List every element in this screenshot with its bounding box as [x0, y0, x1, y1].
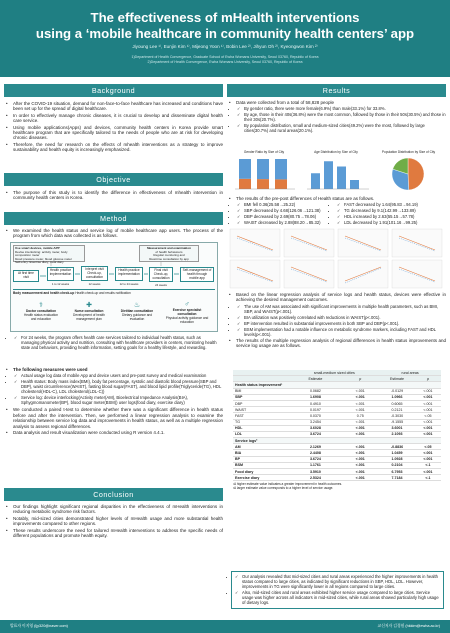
measure-item: ✓ • Service log: device interlocking(Activity meter(AM), Bioelectrical Impedance Analysis(BIA), Sphygmomanometer(BP), blood sugar meter(BSM)) user logs(food diary, exercise diary)	[14, 395, 223, 405]
final-item: ✓ • Our analysis revealed that mid-sized cities and rural areas experienced the higher improvements in health status compared to large cities, as indicated by significant reductions in SBP, HDL, LDL. However, improvements in TG were significantly lower in all regions compared to large cities.	[235, 574, 440, 589]
regression-intro-list	[227, 292, 446, 303]
flow-step-label: Health practice implementation	[118, 268, 140, 276]
background-heading: Background	[4, 84, 223, 97]
age-bar	[311, 173, 320, 189]
consult-desc: Dietary guidance and evaluation	[121, 313, 153, 321]
step-duration: 12 to 24 weeks	[119, 282, 139, 286]
table-row-label: AM	[233, 444, 290, 450]
table-row-label: Exercise diary	[233, 475, 290, 481]
pie-slice	[408, 158, 424, 190]
age-bar	[324, 161, 333, 189]
measurement-title: Measurement and examination	[147, 246, 191, 250]
objective-heading: Objective	[4, 173, 223, 186]
analysis-list	[4, 407, 223, 435]
table-cell: 0.4910	[290, 400, 342, 406]
title-line-2: using a ‘mobile healthcare in community health centers’ app	[35, 26, 415, 41]
table-cell: <.001	[341, 456, 379, 462]
measures-heading: • The following measures were used	[4, 367, 223, 372]
table-cell: -0.8836	[379, 444, 415, 450]
method-intro-list	[4, 228, 223, 239]
prepost-item: ✓ • DBP decreased by 2.69(80.75→78.06)	[237, 214, 337, 219]
table-row-label: BMI	[233, 388, 290, 394]
dietitian-icon: ♨	[133, 302, 141, 309]
table-head-mid: small-medium sized cities	[290, 370, 380, 376]
table-row-label: WAIST	[233, 407, 290, 413]
results-section	[227, 84, 446, 134]
program-flow-diagram	[10, 242, 218, 332]
table-cell: 1.0966	[379, 394, 415, 400]
demo-item: ✓ • By population distribution, small and medium-sized cities(49.2%) were the most, followed by large cities(30.7%) and rural areas(20.1%).	[237, 123, 446, 133]
table-head-est: Estimate	[290, 376, 342, 382]
table-cell: <.001	[415, 419, 441, 425]
poster-footer	[0, 620, 450, 633]
prepost-item: ✓ • TG decreased by 9.1(142.99→133.89)	[337, 208, 437, 213]
age-bar	[337, 167, 346, 190]
prepost-item: ✓ • LDL decreased by 1.91(101.16→99.25)	[337, 220, 437, 225]
flow-step-label: At first time visit	[18, 271, 34, 279]
method-item: • We examined the health status and service log of mobile healthcare app users. The process of the program from which data was collected is as follows.	[4, 228, 223, 239]
gender-bar	[239, 159, 251, 179]
conclusion-item: • Our findings highlight significant regional disparities in the effectiveness of mHealth interventions in reducing metabolic syndrome risk factors.	[4, 504, 223, 515]
objective-item: • The purpose of this study is to identify the difference in effectiveness of mhealth intervention in community health centers in Korea.	[4, 190, 223, 201]
poster-header	[0, 0, 450, 77]
prepost-item: ✓ • WAIST decreased by 2.88(88.20→85.32)	[237, 220, 337, 225]
fig-title-population: Population Distribution by Size of City	[381, 150, 436, 154]
prepost-right-list	[337, 202, 437, 226]
background-item: • After the COVID-19 situation, demand for non-face-to-face healthcare has increased and conditions have been set up for the spread of digital healthcare.	[4, 101, 223, 112]
consult-desc: Development of health management plan	[73, 313, 105, 321]
consult-desc: Physical activity guidance and education	[165, 316, 209, 324]
method-checks	[14, 335, 218, 350]
table-head-est: Estimate	[379, 376, 415, 382]
objective-section	[4, 173, 223, 202]
regression-intro: • Based on the linear regression analysis of service logs and health status, devices were effective in achieving the desired management outcomes.	[227, 292, 446, 303]
prepost-intro-list	[227, 196, 446, 201]
table-cell: 3.5910	[290, 469, 342, 475]
consult-title: Exercise specialist consultation	[172, 308, 202, 316]
final-list	[235, 574, 440, 605]
step-duration: 24 weeks	[155, 283, 167, 287]
prepost-item: ✓ • HDL increased by 2.63(55.15→57.78)	[337, 214, 437, 219]
measurement-line: of health behaviours	[155, 249, 183, 254]
gender-bar	[275, 179, 287, 189]
background-section	[4, 84, 223, 154]
table-cell: 1.6908	[290, 394, 342, 400]
fig-title-age: Age Distribution by Size of City	[314, 150, 358, 154]
table-row-label: SBP	[233, 394, 290, 400]
prepost-columns	[237, 202, 446, 226]
footer-presenter: 발표자 이지영 (ljy320@naver.com)	[10, 624, 68, 628]
table-group-title: Health status improvement¹	[233, 382, 441, 388]
consult-nurse	[69, 301, 109, 321]
analysis-item: • Data analysis and result visualization were conducted using R version 4.4.1.	[4, 430, 223, 435]
table-cell: -9.1555	[379, 419, 415, 425]
table-cell: <.05	[415, 444, 441, 450]
regression-item: ✓ • BP intervention resulted in substantial improvements in both SBP and DBP(p<.001).	[237, 321, 446, 326]
final-findings-box	[231, 571, 444, 609]
table-note-2: ²A larger estimate value corresponds to a higher level of service usage.	[233, 486, 334, 491]
consult-desc: Health status evaluation and education	[23, 313, 59, 321]
table-cell: <.1	[415, 475, 441, 481]
table-cell: -0.3030	[379, 413, 415, 419]
table-cell: 1.1761	[290, 462, 342, 468]
table-row-label: HDL	[233, 425, 290, 431]
table-cell: 0.75	[341, 413, 379, 419]
prepost-item: ✓ • BMI fell 0.36(25.58→25.22)	[237, 202, 337, 207]
table-cell: 2.1269	[290, 444, 342, 450]
measurement-line: Regular monitoring and	[153, 253, 185, 258]
conclusion-section	[4, 488, 223, 539]
gender-bar	[275, 159, 287, 179]
table-cell: <.001	[415, 431, 441, 437]
table-cell: 2.5324	[290, 475, 342, 481]
table-row-label: BP	[233, 456, 290, 462]
measures-list	[4, 367, 223, 372]
table-head-rural: rural areas	[379, 370, 441, 376]
table-cell: <.001	[415, 394, 441, 400]
table-cell: <.001	[415, 456, 441, 462]
flow-step-label: Interpret visit Check-up, consultation	[85, 267, 104, 279]
method-check-item: ✓ • For 24 weeks, the program offers health care services tailored to individual health status, such as managing physical activity and nutrition, consulting with healthcare providers in centers, monitoring health state and behaviors, providing health information, setting goals for a healthy lifestyle, and rewarding.	[14, 335, 218, 350]
service-log-rows	[233, 438, 441, 481]
table-cell: 3.6028	[290, 425, 342, 431]
affiliation-2: 2)Department of Health Convergence, Ewha Womans University, Seoul 03760, Republic of Korea	[147, 60, 303, 64]
consult-dietitian	[117, 301, 157, 321]
background-item: • In order to effectively manage chronic diseases, it is crucial to develop and disseminate digital health care service.	[4, 113, 223, 124]
table-cell: 3.6001	[379, 425, 415, 431]
table-head-p: p	[341, 376, 379, 382]
table-cell: 3.6724	[290, 456, 342, 462]
demographic-figures	[229, 150, 444, 194]
flow-step-label: Self-management of health through mobile app	[182, 268, 212, 280]
analysis-item: • We conducted a paired t-test to determine whether there was a significant difference in health status before and after the intervention. Then, we performed a linear regression analysis to examine the relationship between service log data and improvements in health status, as well as a multiple regression analysis to assess regional differences.	[4, 407, 223, 429]
demo-item: ✓ • By age, those in their 40s(36.8%) were the most common, followed by those in their 50s(30.5%) and those in their 30s(20.7%).	[237, 112, 446, 122]
table-cell: 3.2454	[290, 419, 342, 425]
regression-item: ✓ • The use of AM was associated with significant improvements in multiple health parameters, such as BMI, SBP, and WAIST(p<.001).	[237, 304, 446, 314]
footer-corresponding: 교신저자 김경원 (hkkim@ewha.ac.kr)	[377, 624, 440, 628]
conclusion-heading: Conclusion	[4, 488, 223, 501]
prepost-intro: • The results of the pre-post differences of Health status are as follows.	[227, 196, 446, 201]
table-cell: 2.4408	[290, 450, 342, 456]
table-cell: <.001	[341, 425, 379, 431]
collect-list	[227, 100, 446, 105]
table-cell: <.001	[341, 431, 379, 437]
prepost-trend-panels	[229, 228, 444, 290]
table-cell: <.001	[341, 388, 379, 394]
table-cell: 1.0459	[379, 450, 415, 456]
fig-title-gender: Gender Ratio by Size of City	[243, 150, 285, 154]
poster-title	[0, 0, 450, 42]
prepost-item: ✓ • SBP decreased by 4.68(126.06→121.38)	[237, 208, 337, 213]
table-cell: -0.0129	[379, 388, 415, 394]
background-item: • Therefore, the need for research on the effects of mhealth interventions as a strategy to improve sustainability and health equity is increasingly emphasized.	[4, 142, 223, 153]
background-list	[4, 101, 223, 153]
consult-title: Dietitian consultation	[120, 309, 154, 313]
step-duration: 12 weeks	[88, 282, 101, 286]
prepost-left-list	[237, 202, 337, 226]
table-row-label: BSM	[233, 462, 290, 468]
exercise-icon: ♂	[184, 301, 190, 308]
gender-bar	[257, 179, 269, 189]
collect-item: • Data were collected from a total of 58,828 people	[227, 100, 446, 105]
regression-table	[233, 370, 441, 481]
table-cell: <.001	[415, 450, 441, 456]
table-cell: <.001	[415, 469, 441, 475]
title-line-1: The effectiveness of mHealth interventions	[90, 10, 360, 25]
affiliation-1: 1)Department of Health Convergence, Graduate School of Ewha Womans University, Seoul 03760, Republic of Korea	[131, 55, 319, 59]
table-cell: <.001	[415, 407, 441, 413]
table-group-title: Service logs²	[233, 438, 441, 444]
regression-list	[237, 304, 446, 337]
flow-divider	[13, 289, 215, 290]
table-row-label: DBP	[233, 400, 290, 406]
consult-title: Nurse consultation	[74, 309, 104, 313]
table-cell: 1.0928	[379, 456, 415, 462]
nurse-icon: ✚	[86, 302, 92, 309]
regression-item: ✓ • BSM implementation had a notable influence on metabolic syndrome markers, including FAST and HDL levels(p<.001).	[237, 327, 446, 337]
method-section	[4, 212, 223, 240]
body-measurement-label	[13, 291, 213, 295]
body-measurement-sub: Health check-up and results notification	[75, 291, 131, 295]
table-cell: 0.6065	[379, 400, 415, 406]
final-item: ✓ • Also, mid-sized cities and rural areas exhibited higher service usage compared to large cities. Service usage was higher across all indicators in mid-sized cities, while rural areas showed particularly high usage of dietary logs.	[235, 590, 440, 605]
measure-item: ✓ • Health status: Body mass index(BMI), body fat percentage, systolic and diastolic blood pressure(SBP and DBP), waist circumference(WAIST), fasting blood sugar(FAST), and blood lipid profile(Triglyceride(TG), HDL cholesterol(HDL-C), LDL cholesterol(LDL-C))	[14, 379, 223, 394]
table-cell: <.001	[341, 444, 379, 450]
table-cell: <.001	[415, 400, 441, 406]
method-heading: Method	[4, 212, 223, 225]
table-cell: 0.0370	[290, 413, 342, 419]
table-cell: 3.6724	[290, 431, 342, 437]
gender-bar	[239, 179, 251, 189]
table-cell: 7.7184	[379, 475, 415, 481]
objective-list	[4, 190, 223, 201]
regression-table-wrap	[233, 370, 441, 490]
consult-exercise	[165, 301, 209, 324]
conclusion-item: • Notably, mid-sized cities demonstrated higher levels of mHealth usage and more substantial health improvements compared to other regions.	[4, 516, 223, 527]
table-cell: <.001	[341, 469, 379, 475]
table-cell: <.001	[341, 419, 379, 425]
health-status-rows	[233, 382, 441, 438]
step-duration: 1 to 12 weeks	[51, 282, 70, 286]
table-cell: <.001	[415, 388, 441, 394]
background-item: • Using mobile applications(Apps) and devices, community health centers in Korea provide smart healthcare program that are specifically tailored to the needs of people who are at risk for developing chronic diseases.	[4, 125, 223, 141]
table-cell: 2.1093	[379, 431, 415, 437]
measures-section	[4, 367, 223, 436]
consult-title: Doctor consultation	[25, 309, 57, 313]
table-row	[233, 475, 441, 481]
table-row-label: Food diary	[233, 469, 290, 475]
authors: Jiyoung Lee ¹⁾, Eunjin Kim ¹⁾, Mijeong Yoon ¹⁾, Bobin Lee ²⁾, Jihyun Oh ²⁾, Kyeongwon Kim ²⁾	[132, 44, 318, 49]
table-cell: <.05	[415, 413, 441, 419]
table-row-label: TG	[233, 419, 290, 425]
prepost-section	[227, 196, 446, 226]
doctor-icon: ⚕	[39, 302, 43, 309]
age-bar	[350, 180, 359, 189]
regression-section	[227, 292, 446, 350]
multi-intro: • The results of the multiple regression analysis of regional differences in health status improvements and service log usage are as follows.	[227, 338, 446, 349]
table-cell: <.1	[415, 462, 441, 468]
flow-step-label: Health practice implementation	[49, 268, 72, 276]
smart-devices-line: blood pressure meter, blood glucose meter	[15, 256, 72, 261]
table-note-1: ¹A higher estimate value indicates a greater improvement in health outcomes.	[233, 482, 343, 487]
table-row-label: FAST	[233, 413, 290, 419]
smart-devices-title: Use smart devices, mobile APP	[15, 246, 60, 250]
demographic-charts-svg	[229, 155, 444, 193]
table-cell: 6.7953	[379, 469, 415, 475]
measurement-line: Real-time consultation by app	[149, 256, 189, 261]
smart-devices-line: Devise interlocking: activity meter, body composition meter	[15, 249, 68, 258]
prepost-item: ✓ • FAST decreased by 1.64(95.83→94.19)	[337, 202, 437, 207]
table-cell: <.001	[341, 407, 379, 413]
consult-doctor	[21, 301, 61, 321]
table-row-label: BIA	[233, 450, 290, 456]
multi-intro-list	[227, 338, 446, 349]
regression-item: ✓ • BIA utilization was positively correlated with reductions in WAIST(p<.001).	[237, 315, 446, 320]
table-row-label: LDL	[233, 431, 290, 437]
measure-checks	[14, 373, 223, 405]
table-cell: <.001	[341, 394, 379, 400]
table-cell: <.001	[341, 400, 379, 406]
conclusion-list	[4, 504, 223, 538]
measure-item: ✓ • Actual usage log data of mobile App and device users and pre-post survey and medical examination	[14, 373, 223, 378]
results-heading: Results	[227, 84, 446, 97]
table-cell: 0.2104	[379, 462, 415, 468]
demo-item: ✓ • By gender ratio, there were more female(6.9%) than male(33.1%) for 33.8%.	[237, 106, 446, 111]
table-cell: <.001	[415, 425, 441, 431]
table-cell: 0.0682	[290, 388, 342, 394]
smart-devices-line: Self-entry: Exercise diary, meal diary	[15, 260, 64, 265]
table-cell: <.001	[341, 462, 379, 468]
table-cell: <.001	[341, 475, 379, 481]
table-cell: 0.0197	[290, 407, 342, 413]
table-cell: 0.2121	[379, 407, 415, 413]
table-cell: <.001	[341, 450, 379, 456]
demo-list	[237, 106, 446, 133]
affiliations	[0, 55, 450, 65]
flow-step-label: Final visit Check-up, consultation	[152, 268, 170, 280]
body-measurement-title: Body measurement and health check-up	[13, 291, 75, 295]
table-head-p: p	[415, 376, 441, 382]
method-check-section	[14, 335, 218, 351]
conclusion-item: • These results underscore the need for tailored mHealth interventions to address the specific needs of different populations and promote health equity.	[4, 528, 223, 539]
gender-bar	[257, 159, 269, 179]
